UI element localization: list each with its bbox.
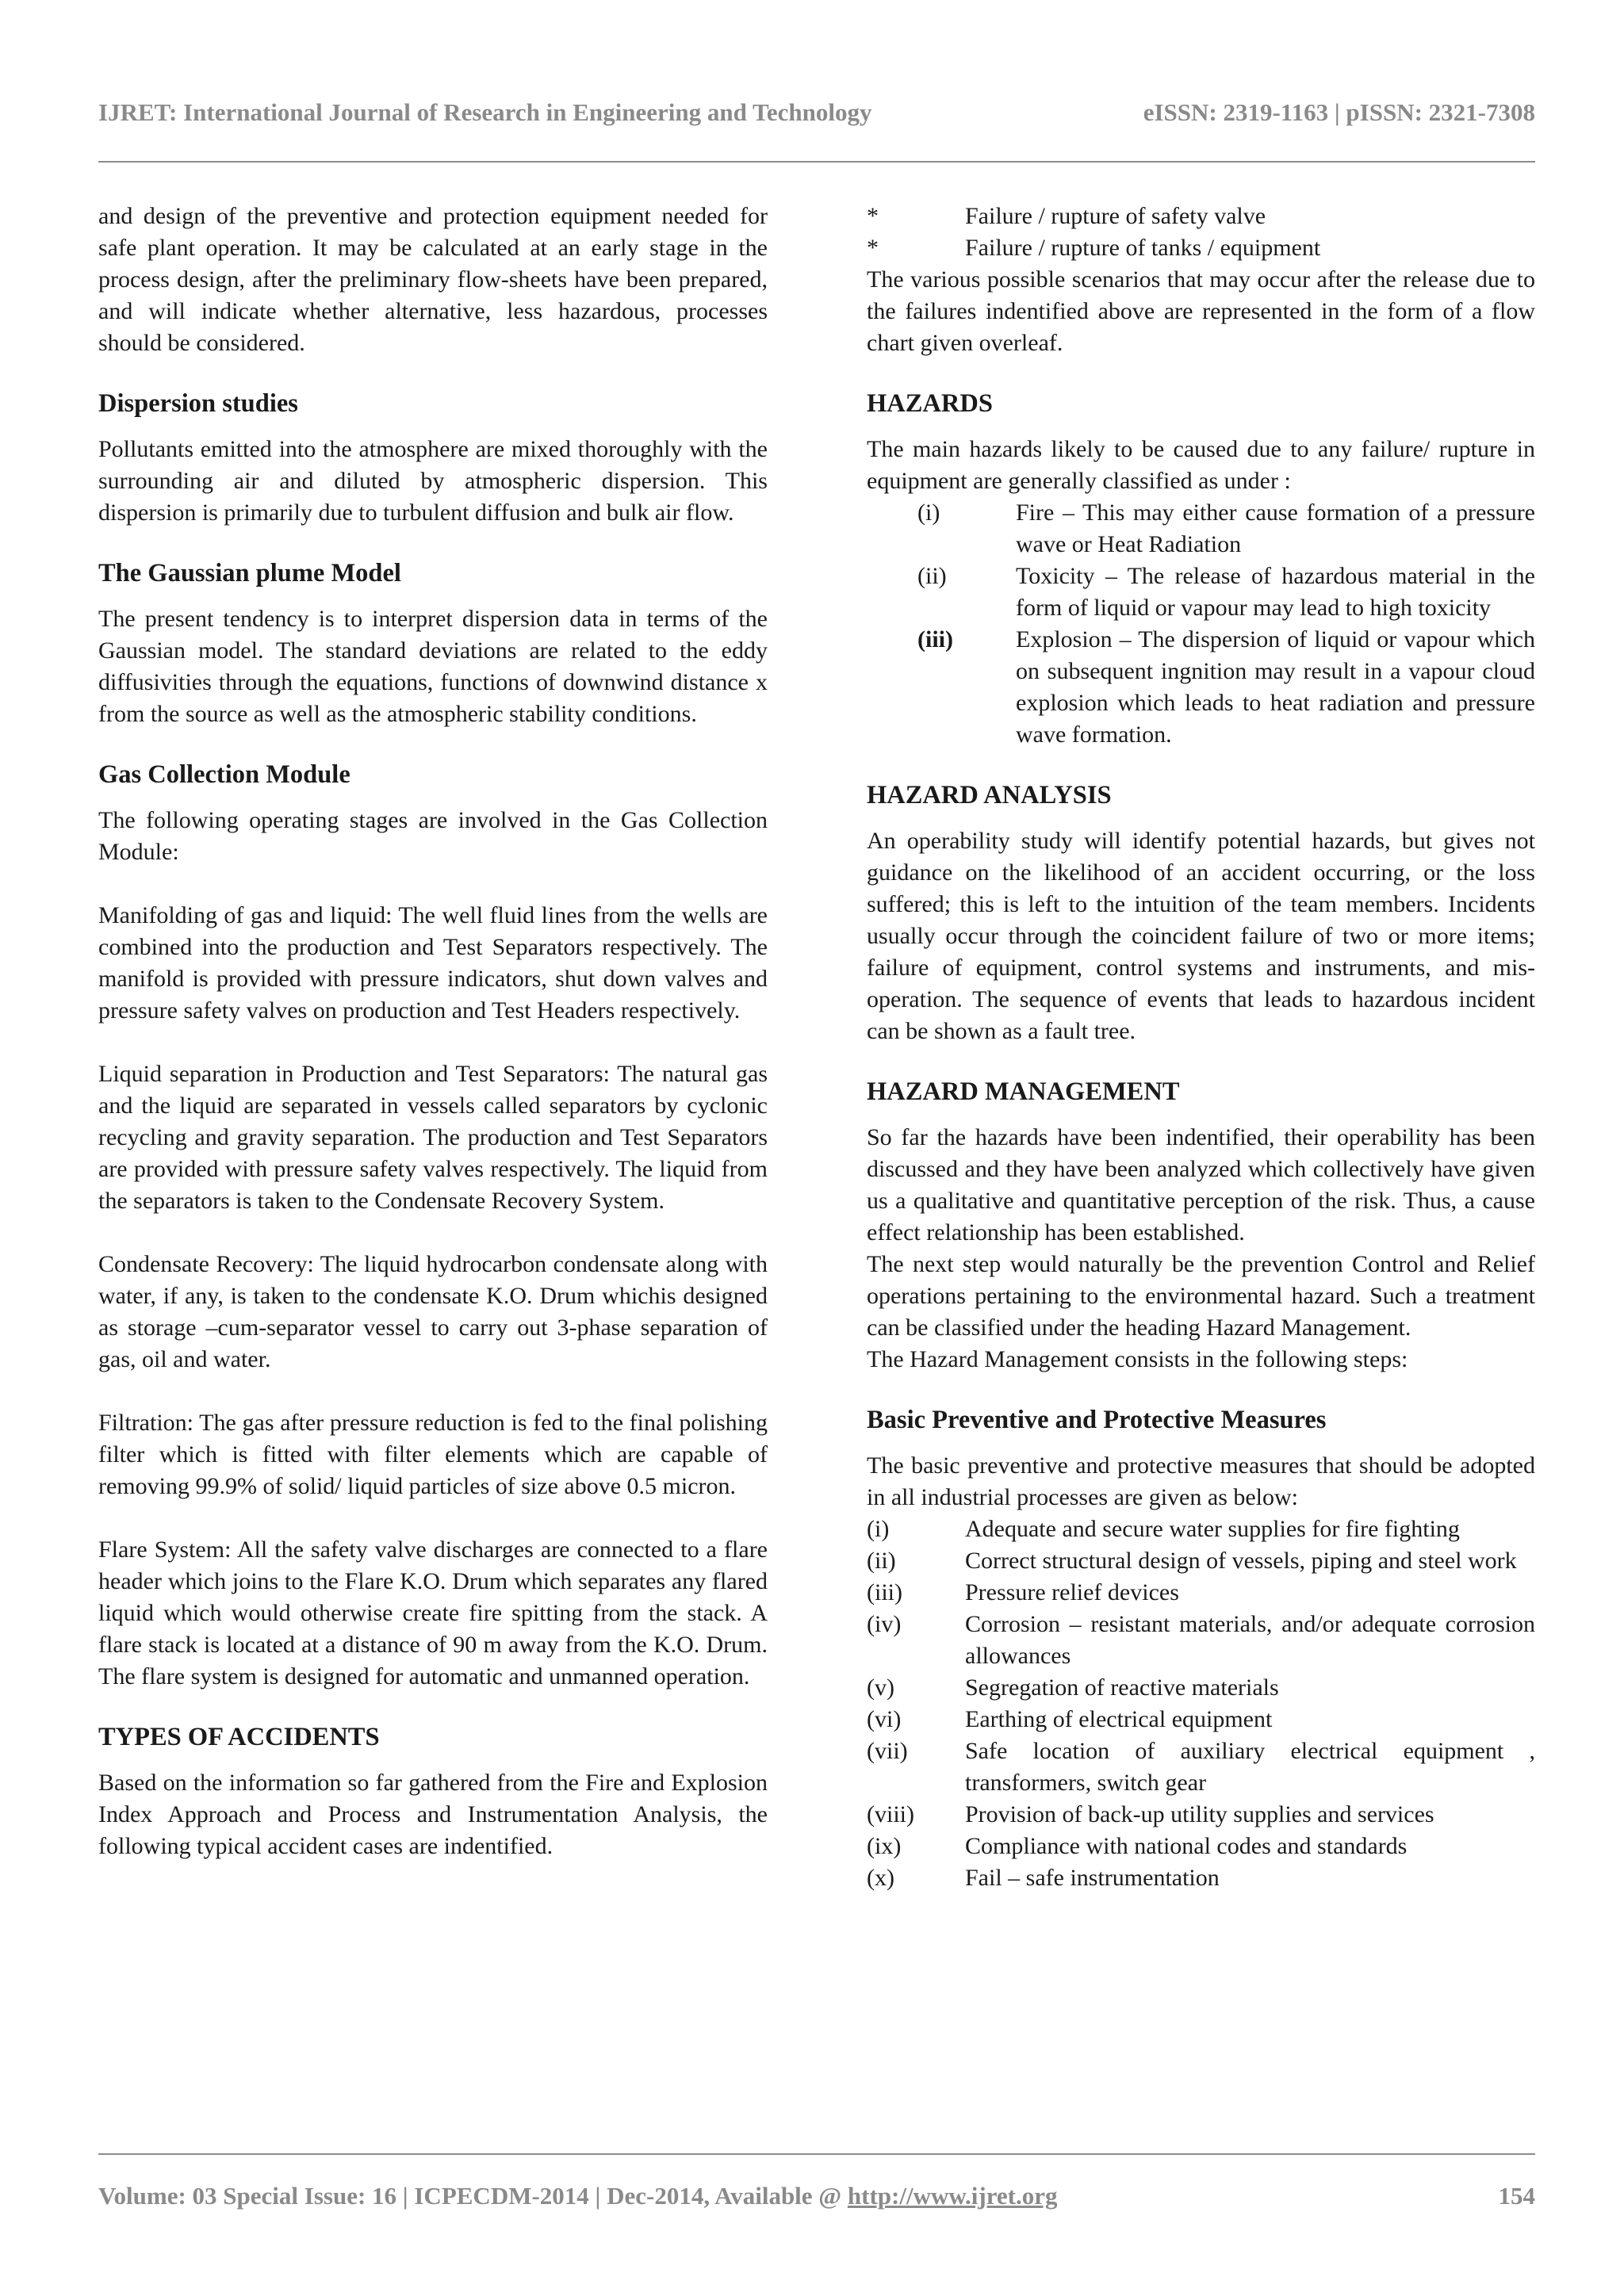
page-header bbox=[98, 98, 1535, 133]
measure-number: (ii) bbox=[867, 1548, 896, 1574]
footer-text: Volume: 03 Special Issue: 16 | ICPECDM-2014 | Dec-2014, Available @ bbox=[98, 2182, 848, 2210]
hazard-text: Toxicity – The release of hazardous material in the form of liquid or vapour may lead to high toxicity bbox=[1016, 563, 1535, 621]
accidents-paragraph: Based on the information so far gathered from the Fire and Explosion Index Approach and Process and Instrumentation Analysis, the following typical accident cases are indentified. bbox=[98, 1770, 768, 1859]
measure-text: Compliance with national codes and standards bbox=[965, 1833, 1408, 1859]
measure-number: (v) bbox=[867, 1674, 894, 1701]
hazard-number: (ii) bbox=[917, 563, 947, 589]
filtration-paragraph: Filtration: The gas after pressure reduction is fed to the final polishing filter which is fitted with filter elements which are capable of removing 99.9% of solid/ liquid particles of size above 0.5 micron. bbox=[98, 1410, 768, 1499]
measure-number: (viii) bbox=[867, 1801, 914, 1827]
accidents-heading: TYPES OF ACCIDENTS bbox=[98, 1723, 380, 1751]
gaussian-heading: The Gaussian plume Model bbox=[98, 559, 401, 587]
gas-collection-heading: Gas Collection Module bbox=[98, 760, 350, 789]
list-item bbox=[867, 624, 1535, 751]
measure-text: Provision of back-up utility supplies and services bbox=[965, 1801, 1434, 1827]
measure-number: (iv) bbox=[867, 1611, 902, 1637]
condensate-paragraph: Condensate Recovery: The liquid hydrocarbon condensate along with water, if any, is taken to the condensate K.O. Drum whichis designed as storage –cum-separator vessel to carry out 3-phase separation of gas, oil and water. bbox=[98, 1251, 768, 1372]
measures-heading: Basic Preventive and Protective Measures bbox=[867, 1406, 1327, 1434]
management-paragraph-1: So far the hazards have been indentified, their operability has been discussed and they have been analyzed which collectively have given us a qualitative and quantitative perception of the risk. Thus, a cause effect relationship has been established. bbox=[867, 1124, 1535, 1246]
measure-text: Earthing of electrical equipment bbox=[965, 1706, 1273, 1732]
measure-text: Safe location of auxiliary electrical equipment , transformers, switch gear bbox=[965, 1738, 1535, 1796]
list-item bbox=[867, 1735, 1535, 1799]
journal-title: IJRET: International Journal of Research in Engineering and Technology bbox=[98, 98, 872, 126]
management-heading: HAZARD MANAGEMENT bbox=[867, 1077, 1180, 1106]
dispersion-paragraph: Pollutants emitted into the atmosphere are mixed thoroughly with the surrounding air and diluted by atmospheric dispersion. This dispersion is primarily due to turbulent diffusion and bulk air flow. bbox=[98, 436, 768, 526]
measure-number: (iii) bbox=[867, 1579, 902, 1605]
journal-link[interactable]: http://www.ijret.org bbox=[847, 2182, 1058, 2210]
list-item bbox=[867, 1609, 1535, 1672]
dispersion-heading: Dispersion studies bbox=[98, 389, 298, 418]
bullet-mark: * bbox=[867, 235, 879, 261]
bullet-text: Failure / rupture of tanks / equipment bbox=[965, 235, 1321, 261]
header-divider bbox=[98, 161, 1535, 163]
measure-text: Correct structural design of vessels, piping and steel work bbox=[965, 1548, 1517, 1574]
hazards-intro: The main hazards likely to be caused due to any failure/ rupture in equipment are generally classified as under : bbox=[867, 436, 1535, 494]
list-item bbox=[867, 201, 1535, 232]
page-number: 154 bbox=[1498, 2182, 1535, 2210]
hazard-number: (i) bbox=[917, 499, 940, 526]
measure-text: Corrosion – resistant materials, and/or adequate corrosion allowances bbox=[965, 1611, 1535, 1669]
left-column bbox=[98, 201, 768, 1862]
hazard-text: Explosion – The dispersion of liquid or vapour which on subsequent ingnition may result in a vapour cloud explosion which leads to heat radiation and pressure wave formation. bbox=[1016, 626, 1535, 748]
gaussian-paragraph: The present tendency is to interpret dispersion data in terms of the Gaussian model. The standard deviations are related to the eddy diffusivities through the equations, functions of downwind distance x from the source as well as the atmospheric stability conditions. bbox=[98, 606, 768, 727]
liquid-separation-paragraph: Liquid separation in Production and Test Separators: The natural gas and the liquid are separated in vessels called separators by cyclonic recycling and gravity separation. The production and Test Separators are provided with pressure safety valves respectively. The liquid from the separators is taken to the Condensate Recovery System. bbox=[98, 1061, 768, 1214]
list-item bbox=[867, 1577, 1535, 1609]
measure-number: (vii) bbox=[867, 1738, 908, 1764]
list-item bbox=[867, 1862, 1535, 1894]
analysis-heading: HAZARD ANALYSIS bbox=[867, 781, 1112, 809]
measure-number: (ix) bbox=[867, 1833, 902, 1859]
bullet-text: Failure / rupture of safety valve bbox=[965, 203, 1266, 229]
list-item bbox=[867, 497, 1535, 561]
manifolding-paragraph: Manifolding of gas and liquid: The well fluid lines from the wells are combined into the production and Test Separators respectively. The manifold is provided with pressure indicators, shut down valves and pressure safety valves on production and Test Headers respectively. bbox=[98, 902, 768, 1024]
hazards-heading: HAZARDS bbox=[867, 389, 993, 418]
list-item bbox=[867, 1545, 1535, 1577]
footer-citation bbox=[98, 2182, 1058, 2210]
right-column bbox=[867, 201, 1535, 1894]
management-paragraph-2: The next step would naturally be the prevention Control and Relief operations pertaining to the environmental hazard. Such a treatment can be classified under the heading Hazard Management. bbox=[867, 1251, 1535, 1341]
measure-text: Pressure relief devices bbox=[965, 1579, 1179, 1605]
gas-intro-paragraph: The following operating stages are involved in the Gas Collection Module: bbox=[98, 807, 768, 865]
measure-number: (x) bbox=[867, 1865, 894, 1891]
bullet-mark: * bbox=[867, 203, 879, 229]
list-item bbox=[867, 1831, 1535, 1862]
measure-number: (vi) bbox=[867, 1706, 902, 1732]
measure-text: Fail – safe instrumentation bbox=[965, 1865, 1220, 1891]
footer-divider bbox=[98, 2153, 1535, 2155]
issn-label: eISSN: 2319-1163 | pISSN: 2321-7308 bbox=[1143, 98, 1535, 126]
intro-paragraph: and design of the preventive and protection equipment needed for safe plant operation. It may be calculated at an early stage in the process design, after the preliminary flow-sheets have been prepared, and will indicate whether alternative, less hazardous, processes should be considered. bbox=[98, 203, 768, 356]
list-item bbox=[867, 1513, 1535, 1545]
measure-number: (i) bbox=[867, 1516, 890, 1542]
list-item bbox=[867, 561, 1535, 624]
hazard-text: Fire – This may either cause formation of a pressure wave or Heat Radiation bbox=[1016, 499, 1535, 557]
flare-paragraph: Flare System: All the safety valve discharges are connected to a flare header which joins to the Flare K.O. Drum which separates any flared liquid which would otherwise create fire spitting from the stack. A flare stack is located at a distance of 90 m away from the K.O. Drum. The flare system is designed for automatic and unmanned operation. bbox=[98, 1536, 768, 1689]
scenarios-paragraph: The various possible scenarios that may occur after the release due to the failures indentified above are represented in the form of a flow chart given overleaf. bbox=[867, 266, 1535, 356]
management-paragraph-3: The Hazard Management consists in the following steps: bbox=[867, 1346, 1408, 1372]
measure-text: Adequate and secure water supplies for fire fighting bbox=[965, 1516, 1460, 1542]
list-item bbox=[867, 1704, 1535, 1735]
list-item bbox=[867, 1799, 1535, 1831]
hazard-number: (iii) bbox=[917, 626, 953, 652]
measures-intro: The basic preventive and protective measures that should be adopted in all industrial processes are given as below: bbox=[867, 1452, 1535, 1510]
page-footer bbox=[98, 2182, 1535, 2217]
measure-text: Segregation of reactive materials bbox=[965, 1674, 1279, 1701]
analysis-paragraph: An operability study will identify potential hazards, but gives not guidance on the likelihood of an accident occurring, or the loss suffered; this is left to the intuition of the team members. Incidents usually occur through the coincident failure of two or more items; failure of equipment, control systems and instruments, and mis-operation. The sequence of events that leads to hazardous incident can be shown as a fault tree. bbox=[867, 828, 1535, 1044]
list-item bbox=[867, 1672, 1535, 1704]
list-item bbox=[867, 232, 1535, 264]
